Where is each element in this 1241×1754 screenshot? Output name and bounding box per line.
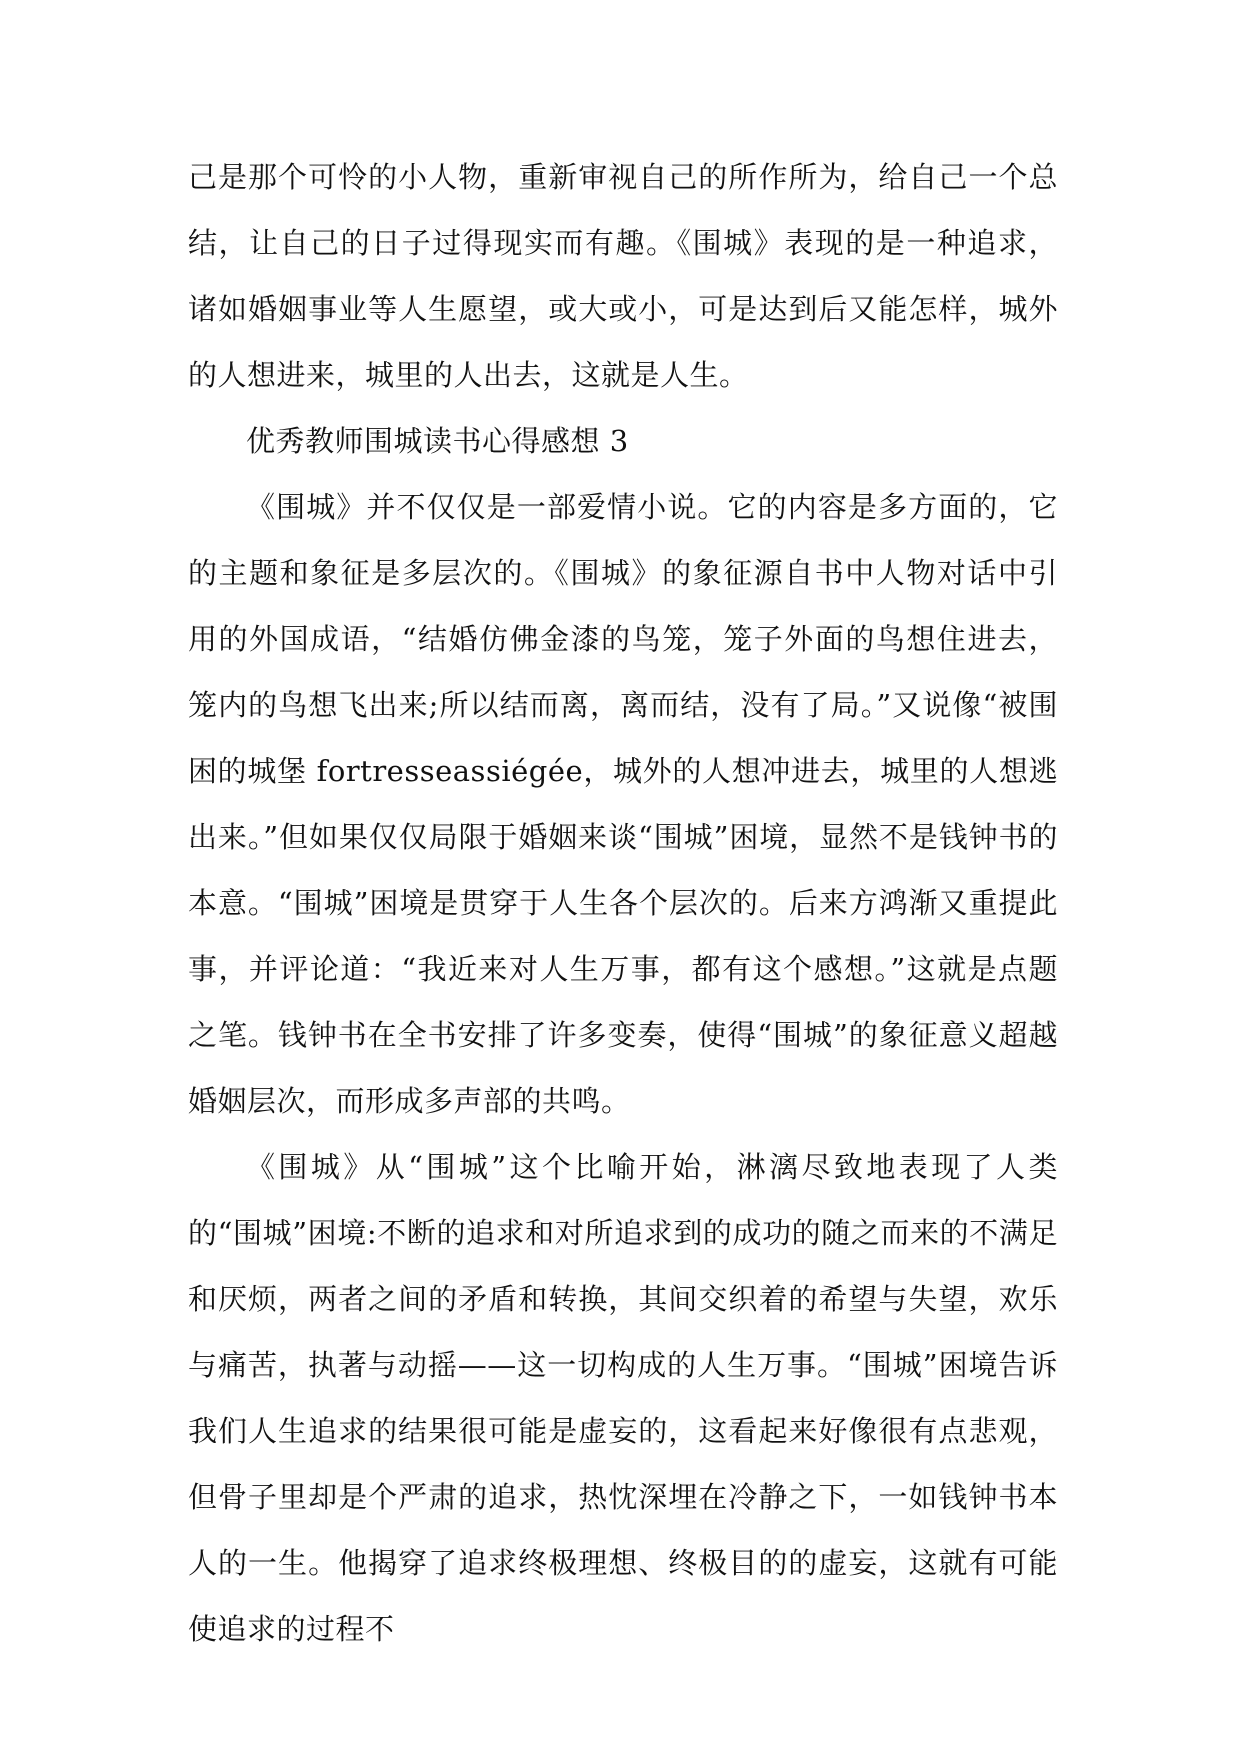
- body-paragraph-2: 《围城》从“围城”这个比喻开始，淋漓尽致地表现了人类的“围城”困境:不断的追求和对所追求到的成功的随之而来的不满足和厌烦，两者之间的矛盾和转换，其间交织着的希望与失望，欢乐与痛苦，执著与动摇——这一切构成的人生万事。“围城”困境告诉我们人生追求的结果很可能是虚妄的，这看起来好像很有点悲观，但骨子里却是个严肃的追求，热忱深埋在冷静之下，一如钱钟书本人的一生。他揭穿了追求终极理想、终极目的的虚妄，这就有可能使追求的过程不: [188, 1150, 1058, 1646]
- body-paragraph-1: 《围城》并不仅仅是一部爱情小说。它的内容是多方面的，它的主题和象征是多层次的。《围城》的象征源自书中人物对话中引用的外国成语，“结婚仿佛金漆的鸟笼，笼子外面的鸟想住进去，笼内的鸟想飞出来;所以结而离，离而结，没有了局。”又说像“被围困的城堡 fortresseassiégée，城外的人想冲进去，城里的人想逃出来。”但如果仅仅局限于婚姻来谈“围城”困境，显然不是钱钟书的本意。“围城”困境是贯穿于人生各个层次的。后来方鸿渐又重提此事，并评论道：“我近来对人生万事，都有这个感想。”这就是点题之笔。钱钟书在全书安排了许多变奏，使得“围城”的象征意义超越婚姻层次，而形成多声部的共鸣。: [188, 490, 1058, 1118]
- document-body: [188, 144, 1058, 1662]
- continuation-paragraph: 己是那个可怜的小人物，重新审视自己的所作所为，给自己一个总结，让自己的日子过得现实而有趣。《围城》表现的是一种追求，诸如婚姻事业等人生愿望，或大或小，可是达到后又能怎样，城外的人想进来，城里的人出去，这就是人生。: [188, 160, 1058, 392]
- section-heading: 优秀教师围城读书心得感想 3: [246, 424, 629, 458]
